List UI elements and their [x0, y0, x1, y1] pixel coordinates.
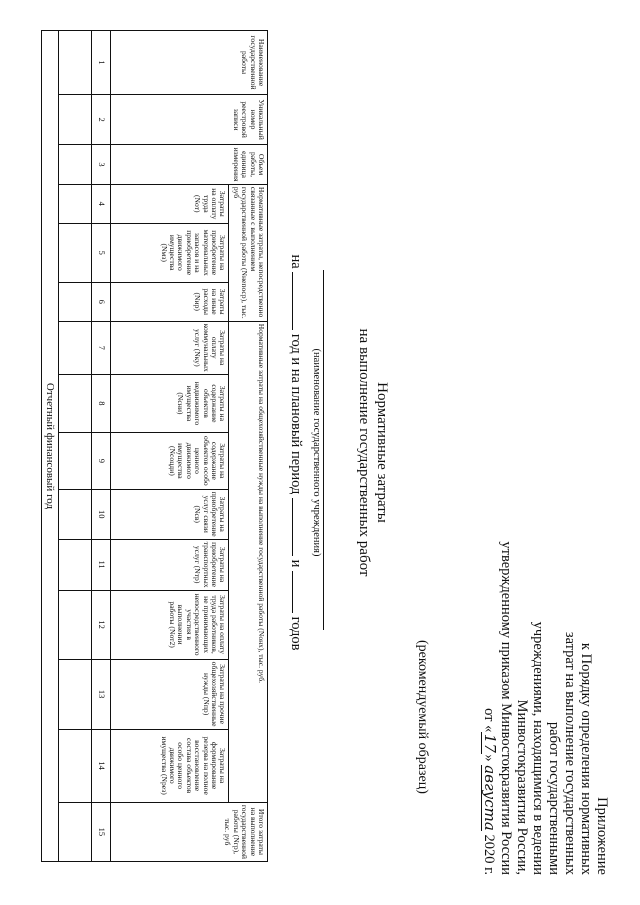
col-header-9: Затраты на содержание объектов особо ценного движимого имущества (Nсоцди): [111, 433, 229, 490]
col-header-14: Затраты на формирование резерва на полное восстановление состава объектов особо ценного движимого имущества (Nрез): [111, 729, 229, 802]
col-header-5: Затраты на приобретение материальных запасов и на приобретение движимого имущества (Nмз): [111, 223, 229, 282]
appendix-line: работ государственными: [546, 721, 562, 875]
date-prefix: от «: [481, 708, 497, 733]
year-blank: [292, 571, 293, 613]
table-cell: [59, 223, 92, 282]
table-cell: [59, 539, 92, 590]
col-number: 6: [92, 282, 111, 321]
appendix-line: к Порядку определения нормативных: [578, 642, 594, 875]
appendix-date-line: [481, 355, 498, 875]
institution-line: [323, 270, 324, 630]
col-number: 10: [92, 489, 111, 539]
costs-table: [41, 30, 268, 862]
table-cell: [59, 145, 92, 185]
period-years: годов: [288, 616, 304, 651]
date-mid: »: [481, 754, 497, 762]
col-number: 14: [92, 729, 111, 802]
doc-subtitle: на выполнение государственных работ: [356, 328, 372, 577]
recommended-sample: (рекомендуемый образец): [415, 640, 430, 794]
col-header-15: Итого затраты на выполнение государственной работы (Nгр), тыс. руб: [111, 802, 268, 861]
date-day: 17: [481, 733, 499, 753]
doc-title: Нормативные затраты: [374, 382, 390, 523]
header-row-1: [229, 31, 268, 862]
table-cell: [59, 374, 92, 432]
year-blank: [292, 498, 293, 556]
table-cell: [59, 321, 92, 374]
reporting-year-label: Отчетный финансовый год: [41, 31, 58, 862]
column-number-row: [92, 31, 111, 862]
col-number: 15: [92, 802, 111, 861]
col-number: 2: [92, 95, 111, 145]
col-header-7: Затраты на оплату коммунальных услуг (Nку): [111, 321, 229, 374]
col-number: 7: [92, 321, 111, 374]
table-cell: [59, 282, 92, 321]
appendix-line: Минвостокразвития России,: [514, 699, 530, 875]
col-header-8: Затраты на содержание объектов недвижимого имущества (Nсни): [111, 374, 229, 432]
col-header-1: Наименование государственной работы: [111, 31, 268, 95]
col-number: 8: [92, 374, 111, 432]
col-header-2: Уникальный номер реестровой записи: [111, 95, 268, 145]
table-cell: [59, 184, 92, 223]
data-row-empty: [59, 31, 92, 862]
group-header-general: Нормативные затраты на общехозяйственные нужды на выполнение государственной работы (Nонх), тыс. руб.: [229, 321, 268, 802]
appendix-block: [481, 355, 610, 875]
date-month: августа: [481, 765, 499, 831]
col-header-11: Затраты на приобретение транспортных услуг (Nтр): [111, 539, 229, 590]
col-header-10: Затраты на приобретение услуг связи (Nсв): [111, 489, 229, 539]
table-cell: [59, 802, 92, 861]
appendix-line: учреждениями, находящимися в ведении: [530, 621, 546, 875]
col-header-6: Затраты на иные расходы (Nир): [111, 282, 229, 321]
col-number: 9: [92, 433, 111, 490]
period-and: и: [288, 559, 304, 568]
table-cell: [59, 659, 92, 729]
table-cell: [59, 31, 92, 95]
table-cell: [59, 433, 92, 490]
footer-row: [41, 31, 58, 862]
table-cell: [59, 590, 92, 659]
appendix-heading: Приложение: [594, 797, 610, 875]
year-blank: [292, 272, 293, 330]
col-number: 1: [92, 31, 111, 95]
col-number: 4: [92, 184, 111, 223]
col-header-12: Затраты на оплату труда работников, не принимающих непосредственного участия в выполнении работы (Nот2): [111, 590, 229, 659]
col-number: 5: [92, 223, 111, 282]
period-line: [287, 0, 304, 905]
period-mid: год и на плановый период: [288, 333, 304, 495]
group-header-direct: Нормативные затраты, непосредственно связанные с выполнением государственной работы (Nнепоср), тыс. руб: [229, 184, 268, 321]
period-na: на: [288, 254, 304, 269]
col-number: 11: [92, 539, 111, 590]
table-cell: [59, 95, 92, 145]
col-number: 3: [92, 145, 111, 185]
col-header-4: Затраты на оплату труда (Nот): [111, 184, 229, 223]
col-header-13: Затраты на прочие общехозяйственные нужды (Nпр): [111, 659, 229, 729]
appendix-line: затрат на выполнение государственных: [562, 631, 578, 875]
table-cell: [59, 489, 92, 539]
col-number: 13: [92, 659, 111, 729]
table-cell: [59, 729, 92, 802]
col-header-3: Объем работы, единица измерения: [111, 145, 268, 185]
date-year: 2020 г.: [481, 834, 497, 875]
institution-caption: (наименование государственного учреждения): [311, 348, 322, 557]
col-number: 12: [92, 590, 111, 659]
appendix-line: утвержденному приказом Минвостокразвития России: [498, 541, 514, 875]
